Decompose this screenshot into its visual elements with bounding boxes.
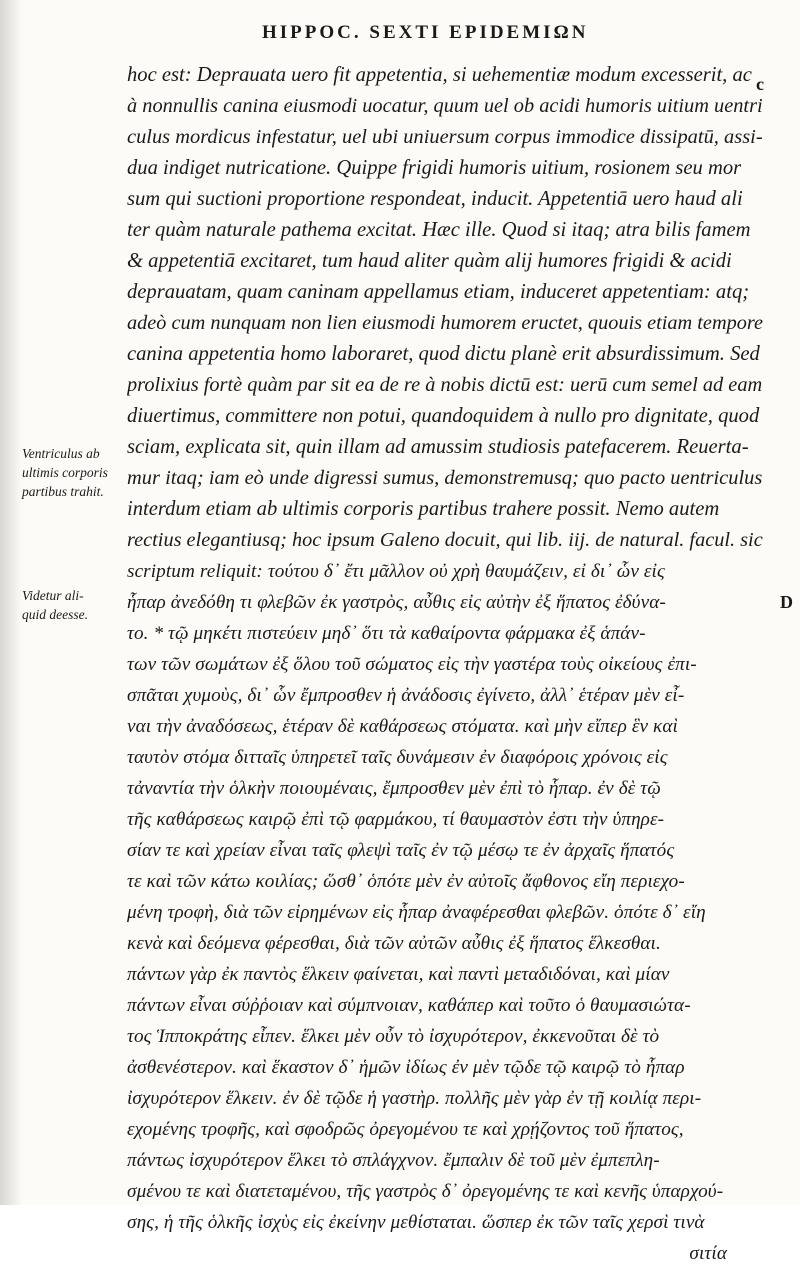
text-line: κενὰ καὶ δεόμενα φέρεσθαι, διὰ τῶν αὐτῶν αὖθις ἐξ ἥπατος ἕλκεσθαι. — [127, 933, 661, 954]
text-line: ἀσθενέστερον. καὶ ἕκαστον δ᾽ ἡμῶν ἰδίως ἐν μὲν τῷδε τῷ καιρῷ τὸ ἧπαρ — [127, 1057, 685, 1078]
text-line: hoc est: Deprauata uero fit appetentia, si uehementiæ modum excesserit, ac — [127, 64, 752, 86]
text-line: canina appetentia homo laboraret, quod dictu planè erit absurdissimum. Sed — [127, 343, 760, 365]
margin-letter-c: c — [756, 74, 764, 94]
text-line: τῆς καθάρσεως καιρῷ ἐπὶ τῷ φαρμάκου, τί θαυμαστὸν ἐστι τὴν ὑπηρε- — [127, 809, 665, 830]
text-line: ἰσχυρότερον ἕλκειν. ἐν δὲ τῷδε ἡ γαστὴρ. πολλῆς μὲν γὰρ ἐν τῇ κοιλίᾳ περι- — [127, 1088, 702, 1109]
text-line: εχομένης τροφῆς, καὶ σφοδρῶς ὀρεγομένου τε καὶ χρῄζοντος τοῦ ἥπατος, — [127, 1119, 684, 1140]
text-line: sum qui suctioni proportione respondeat, inducit. Appetentiā uero haud ali — [127, 188, 743, 210]
text-line: diuertimus, committere non potui, quandoquidem à nullo pro dignitate, quod — [127, 405, 760, 427]
text-line: prolixius fortè quàm par sit ea de re à nobis dictū est: uerū cum semel ad eam — [127, 374, 763, 396]
text-line: πάντων γὰρ ἐκ παντὸς ἕλκειν φαίνεται, καὶ παντὶ μεταδιδόναι, καὶ μίαν — [127, 964, 670, 985]
side-note-ventriculus — [22, 444, 122, 501]
body-text — [127, 60, 763, 1269]
text-line: sciam, explicata sit, quin illam ad amussim studiosis patefacerem. Reuerta- — [127, 436, 749, 458]
text-line: rectius elegantiusq; hoc ipsum Galeno docuit, qui lib. iij. de natural. facul. sic — [127, 529, 763, 551]
text-line: deprauatam, quam caninam appellamus etiam, induceret appetentiam: atq; — [127, 281, 750, 303]
text-line: mur itaq; iam eò unde digressi sumus, demonstremusq; quo pacto uentriculus — [127, 467, 763, 489]
text-line: σπᾶται χυμοὺς, δι᾽ ὧν ἔμπροσθεν ἡ ἀνάδοσις ἐγίνετο, ἀλλ᾽ ἑτέραν μὲν εἶ- — [127, 685, 685, 706]
text-line: ἧπαρ ἀνεδόθη τι φλεβῶν ἐκ γαστρὸς, αὖθις εἰς αὐτὴν ἐξ ἥπατος ἐδύνα- — [127, 592, 666, 613]
text-line: σμένου τε καὶ διατεταμένου, τῆς γαστρὸς δ᾽ ὀρεγομένης τε καὶ κενῆς ὑπαρχού- — [127, 1181, 724, 1202]
margin-letter-d: D — [780, 592, 793, 612]
text-line: & appetentiā excitaret, tum haud aliter quàm alij humores frigidi & acidi — [127, 250, 732, 272]
text-line: culus mordicus infestatur, uel ubi uniuersum corpus immodice dissipatū, assi- — [127, 126, 763, 148]
text-line: σίαν τε καὶ χρείαν εἶναι ταῖς φλεψὶ ταῖς ἐν τῷ μέσῳ τε ἐν ἀρχαῖς ἥπατός — [127, 840, 675, 861]
side-note-line: partibus trahit. — [22, 484, 104, 499]
text-line: τος Ἱπποκράτης εἶπεν. ἕλκει μὲν οὖν τὸ ἰσχυρότερον, ἐκκενοῦται δὲ τὸ — [127, 1026, 660, 1047]
side-note-line: Videtur ali- — [22, 588, 84, 603]
text-line: πάντων εἶναι σύῤῥοιαν καὶ σύμπνοιαν, καθάπερ καὶ τοῦτο ὁ θαυμασιώτα- — [127, 995, 691, 1016]
running-head: HIPPOC. SEXTI EPIDEMIΩN — [262, 22, 589, 43]
text-line: των τῶν σωμάτων ἐξ ὅλου τοῦ σώματος εἰς τὴν γαστέρα τοὺς οἰκείους ἐπι- — [127, 654, 697, 675]
text-line: adeò cum nunquam non lien eiusmodi humorem eructet, quouis etiam tempore — [127, 312, 763, 334]
text-line: dua indiget nutricatione. Quippe frigidi humoris uitium, rosionem seu mor — [127, 157, 742, 179]
text-line: ταυτὸν στόμα διτταῖς ὑπηρετεῖ ταῖς δυνάμεσιν ἐν διαφόροις χρόνοις εἰς — [127, 747, 668, 768]
side-note-videtur — [22, 586, 122, 624]
text-line: μένη τροφὴ, διὰ τῶν εἰρημένων εἰς ἧπαρ ἀναφέρεσθαι φλεβῶν. ὁπότε δ᾽ εἴη — [127, 902, 706, 923]
page-gutter-shadow — [0, 0, 22, 1205]
text-line: σης, ἡ τῆς ὁλκῆς ἰσχὺς εἰς ἐκείνην μεθίσταται. ὥσπερ ἐκ τῶν ταῖς χερσὶ τινὰ — [127, 1212, 705, 1233]
text-line: à nonnullis canina eiusmodi uocatur, quum uel ob acidi humoris uitium uentri — [127, 95, 763, 117]
text-line: scriptum reliquit: τούτου δ᾽ ἔτι μᾶλλον οὐ χρὴ θαυμάζειν, εἰ δι᾽ ὧν εἰς — [127, 561, 665, 582]
text-line: πάντως ἰσχυρότερον ἕλκει τὸ σπλάγχνον. ἔμπαλιν δὲ τοῦ μὲν ἐμπεπλη- — [127, 1150, 660, 1171]
text-line: interdum etiam ab ultimis corporis partibus trahere possit. Nemo autem — [127, 498, 720, 520]
side-note-line: quid deesse. — [22, 607, 88, 622]
side-note-line: ultimis corporis — [22, 465, 108, 480]
text-line: τε καὶ τῶν κάτω κοιλίας; ὥσθ᾽ ὁπότε μὲν ἐν αὐτοῖς ἄφθονος εἴη περιεχο- — [127, 871, 685, 892]
side-note-line: Ventriculus ab — [22, 446, 100, 461]
text-line: το. * τῷ μηκέτι πιστεύειν μηδ᾽ ὅτι τὰ καθαίροντα φάρμακα ἐξ ἁπάν- — [127, 623, 646, 644]
text-line: ter quàm naturale pathema excitat. Hæc ille. Quod si itaq; atra bilis famem — [127, 219, 751, 241]
text-line: σιτία — [689, 1243, 727, 1264]
text-line: ναι τὴν ἀναδόσεως, ἑτέραν δὲ καθάρσεως στόματα. καὶ μὴν εἴπερ ἓν καὶ — [127, 716, 678, 737]
text-line: τἀναντία τὴν ὁλκὴν ποιουμέναις, ἔμπροσθεν μὲν ἐπὶ τὸ ἧπαρ. ἐν δὲ τῷ — [127, 778, 661, 799]
